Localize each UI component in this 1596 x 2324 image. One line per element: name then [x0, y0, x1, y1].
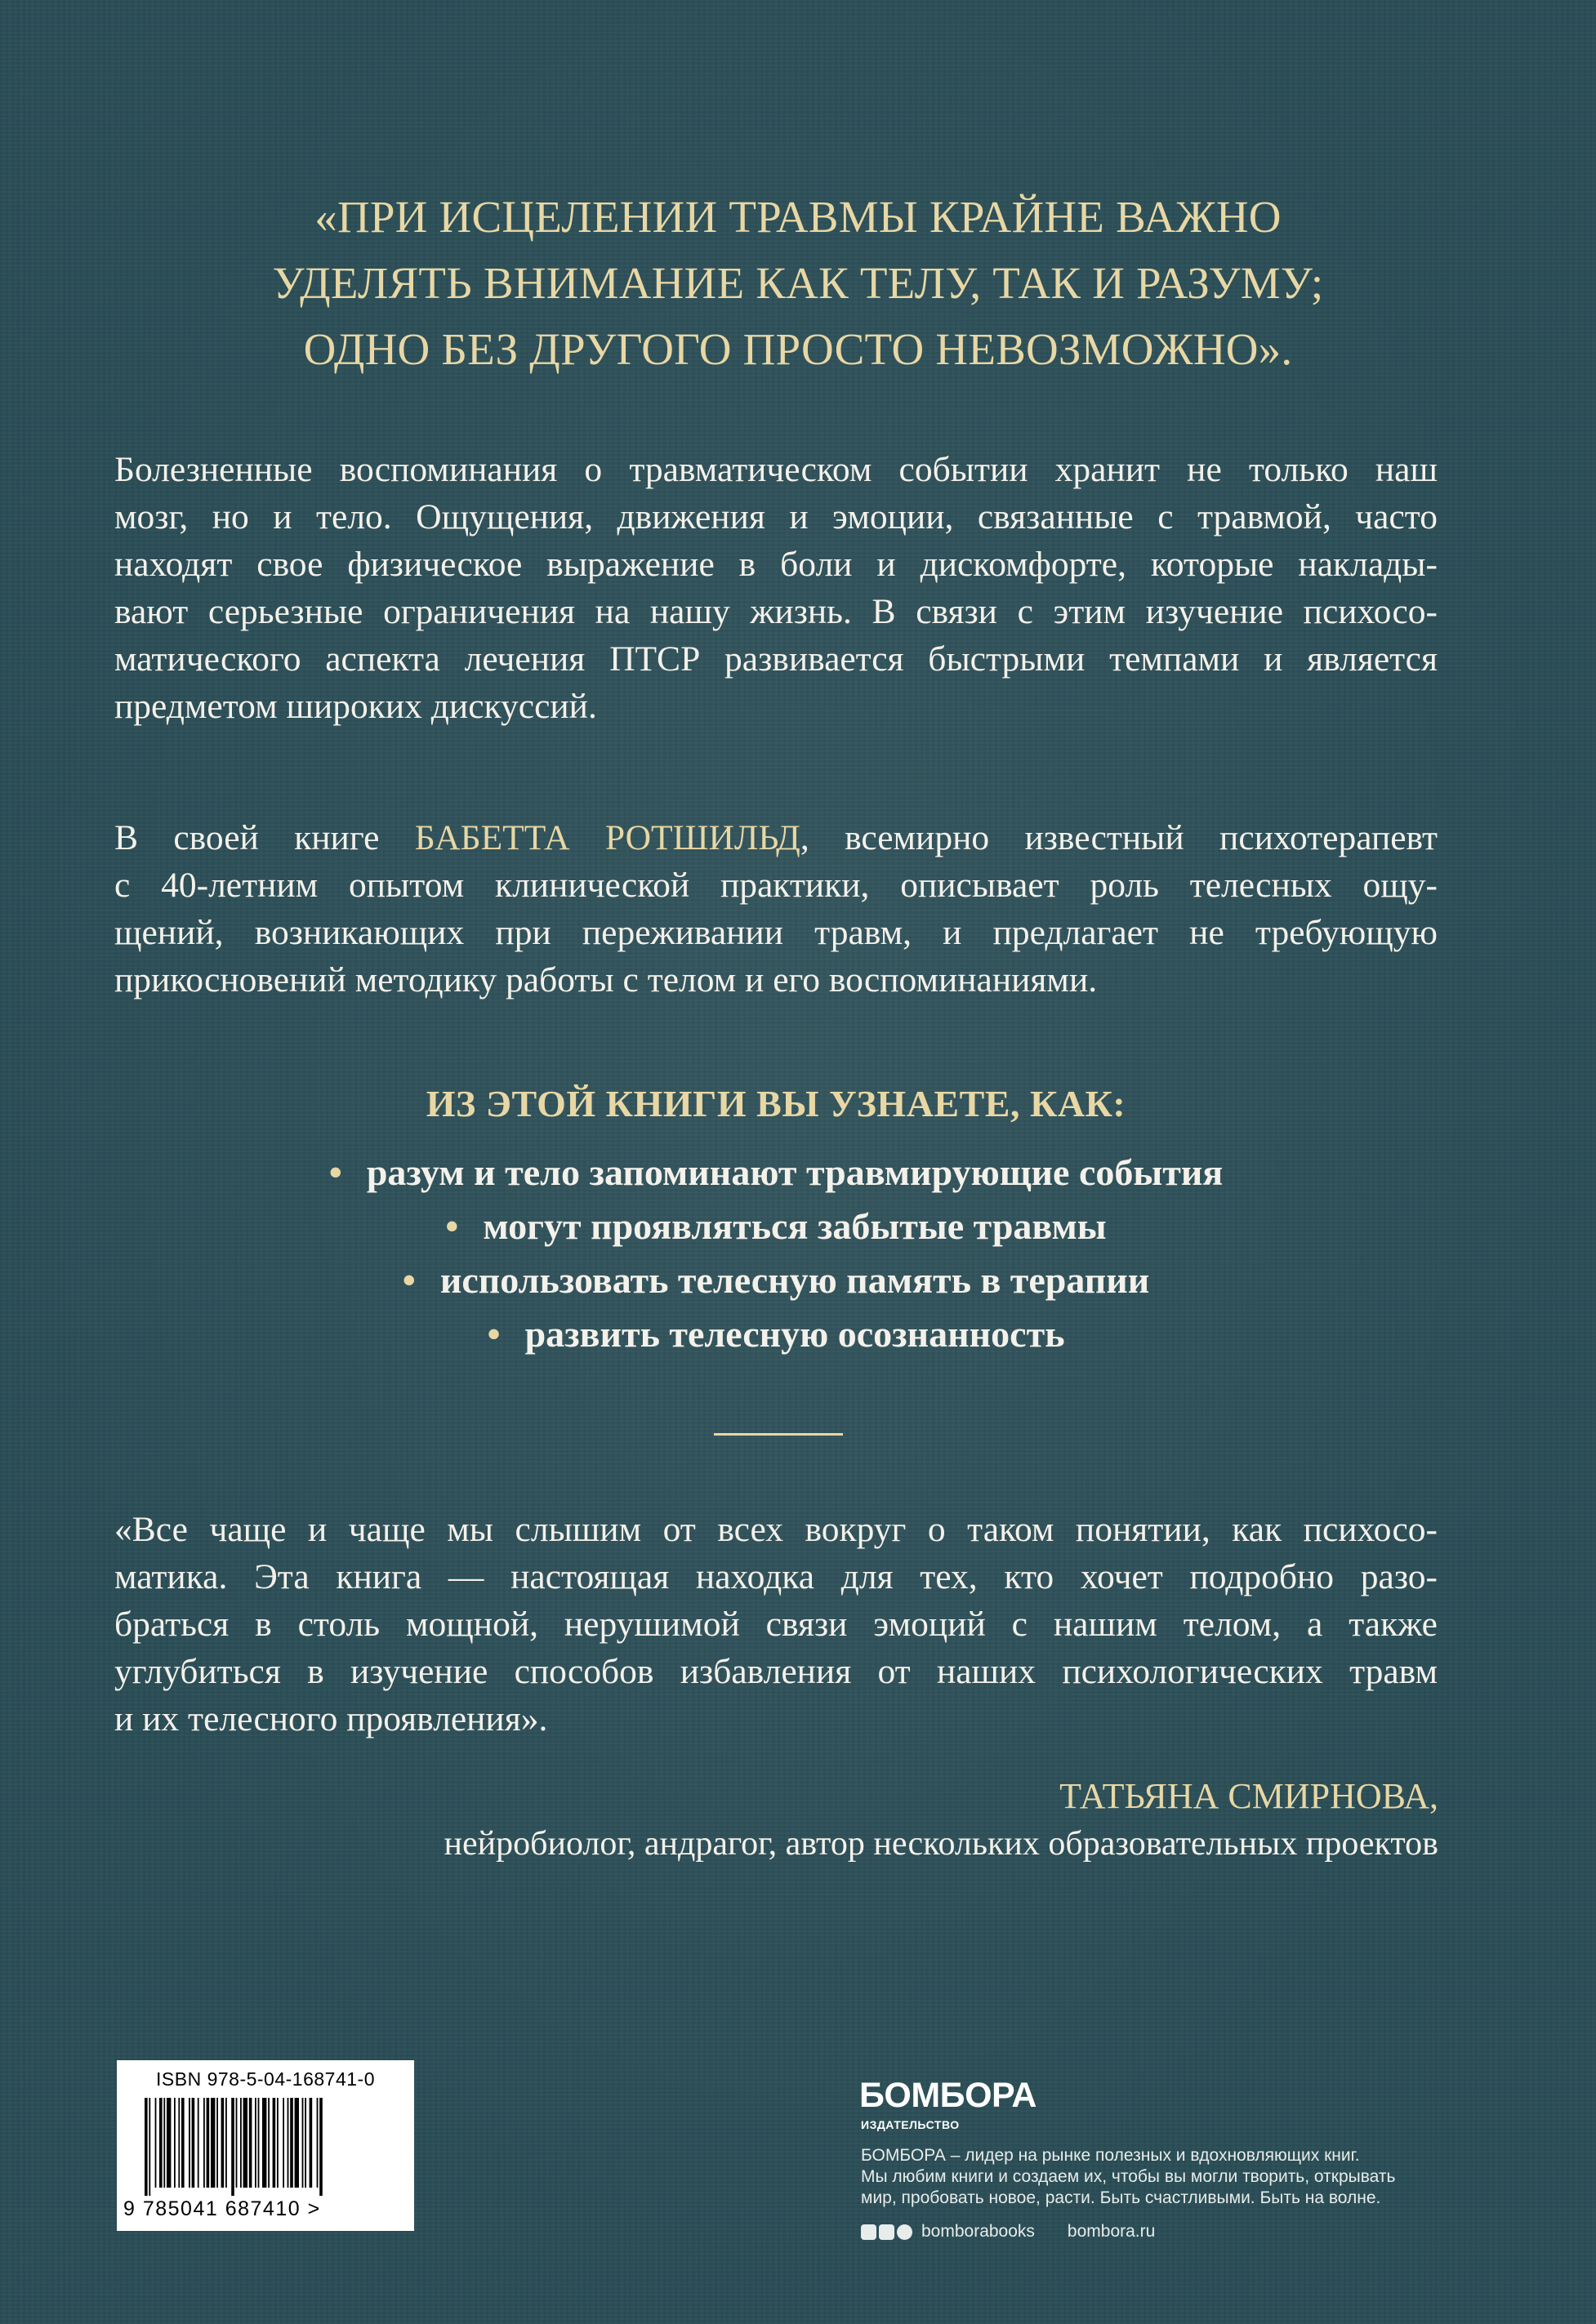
barcode-bar: [236, 2098, 238, 2188]
vk-icon[interactable]: [879, 2224, 894, 2240]
barcode-bar: [243, 2098, 247, 2188]
intro-line: вают серьезные ограничения на нашу жизнь. В связи с этим изучение психосо-: [114, 592, 1438, 631]
instagram-icon[interactable]: [897, 2224, 912, 2240]
about-text-after: , всемирно известный психотерапевт: [800, 818, 1438, 857]
intro-line: находят свое физическое выражение в боли и дискомфорте, которые наклады-: [114, 545, 1438, 584]
about-text-before: В своей книге: [114, 818, 380, 857]
barcode-bar: [240, 2098, 242, 2188]
review-quote: [114, 1506, 1438, 1743]
barcode-bar: [262, 2098, 266, 2188]
intro-paragraph: [114, 446, 1438, 730]
barcode-icon: [145, 2098, 390, 2196]
epigraph-line: «ПРИ ИСЦЕЛЕНИИ ТРАВМЫ КРАЙНЕ ВАЖНО: [314, 192, 1282, 242]
barcode-bar: [283, 2098, 284, 2188]
bullet-icon: •: [445, 1205, 459, 1247]
review-line: браться в столь мощной, нерушимой связи эмоций с нашим телом, а также: [114, 1605, 1438, 1644]
review-author-desc: нейробиолог, андрагог, автор нескольких образовательных проектов: [444, 1825, 1438, 1863]
barcode-bar: [149, 2098, 150, 2196]
barcode-bar: [273, 2098, 276, 2188]
divider: [714, 1433, 843, 1436]
intro-line: матического аспекта лечения ПТСР развивается быстрыми темпами и является: [114, 639, 1438, 679]
barcode-bar: [159, 2098, 163, 2188]
barcode-bar: [198, 2098, 199, 2188]
barcode-bar: [302, 2098, 304, 2188]
bullet-icon: •: [487, 1313, 501, 1355]
barcode-bar: [319, 2098, 323, 2196]
isbn-label: ISBN 978-5-04-168741-0: [156, 2068, 375, 2090]
barcode-bar: [221, 2098, 225, 2188]
barcode-bar: [155, 2098, 157, 2188]
barcode-bar: [192, 2098, 195, 2188]
barcode-bar: [288, 2098, 289, 2188]
list-item: [114, 1307, 1438, 1361]
list-item: [114, 1146, 1438, 1200]
about-paragraph: [114, 814, 1438, 1004]
about-line: с 40-летним опытом клинической практики, описывает роль телесных ощу-: [114, 866, 1438, 905]
author-name: БАБЕТТА РОТШИЛЬД: [414, 818, 800, 857]
bullet-icon: •: [402, 1259, 416, 1301]
barcode-bar: [167, 2098, 171, 2188]
facebook-icon[interactable]: [861, 2224, 876, 2240]
review-line: и их телесного проявления».: [114, 1699, 548, 1739]
list-item-text: использовать телесную память в терапии: [439, 1259, 1150, 1301]
epigraph-line: ОДНО БЕЗ ДРУГОГО ПРОСТО НЕВОЗМОЖНО».: [303, 324, 1293, 374]
barcode-bar: [277, 2098, 279, 2188]
learn-list: [114, 1146, 1438, 1361]
barcode-bar: [211, 2098, 215, 2188]
barcode-bar: [258, 2098, 260, 2188]
list-item: [114, 1200, 1438, 1253]
review-line: матика. Эта книга — настоящая находка для тех, кто хочет подробно разо-: [114, 1557, 1438, 1596]
barcode-bar: [295, 2098, 299, 2188]
barcode-bar: [216, 2098, 218, 2188]
barcode-bar: [174, 2098, 176, 2188]
barcode-bar: [207, 2098, 210, 2188]
barcode-bar: [268, 2098, 270, 2188]
epigraph-quote: [98, 184, 1498, 382]
social-links: [861, 2222, 1155, 2242]
intro-line: предметом широких дискуссий.: [114, 687, 597, 726]
intro-line: Болезненные воспоминания о травматическом событии хранит не только наш: [114, 450, 1438, 489]
barcode-bar: [203, 2098, 205, 2188]
barcode-digits: 9 785041 687410 >: [123, 2197, 321, 2220]
barcode-bar: [231, 2098, 234, 2196]
barcode-bar: [305, 2098, 306, 2188]
barcode-bar: [178, 2098, 180, 2188]
barcode-bar: [255, 2098, 256, 2188]
barcode-bar: [225, 2098, 227, 2188]
publisher-subtitle: ИЗДАТЕЛЬСТВО: [861, 2118, 960, 2131]
list-item-text: разум и тело запоминают травмирующие события: [366, 1151, 1224, 1193]
barcode-bar: [181, 2098, 185, 2188]
barcode-bar: [189, 2098, 190, 2188]
publisher-description: [861, 2145, 1395, 2209]
review-author: ТАТЬЯНА СМИРНОВА,: [1059, 1776, 1438, 1816]
intro-line: мозг, но и тело. Ощущения, движения и эмоции, связанные с травмой, часто: [114, 497, 1438, 536]
barcode-bar: [310, 2098, 313, 2188]
publisher-line: мир, пробовать новое, расти. Быть счастливыми. Быть на волне.: [861, 2188, 1381, 2207]
epigraph-line: УДЕЛЯТЬ ВНИМАНИЕ КАК ТЕЛУ, ТАК И РАЗУМУ;: [272, 258, 1324, 308]
publisher-line: БОМБОРА – лидер на рынке полезных и вдохновляющих книг.: [861, 2146, 1360, 2165]
review-line: углубиться в изучение способов избавления от наших психологических травм: [114, 1652, 1438, 1691]
social-handle[interactable]: bomborabooks: [921, 2222, 1035, 2241]
about-line: щений, возникающих при переживании травм, и предлагает не требующую: [114, 913, 1438, 952]
website-link[interactable]: bombora.ru: [1067, 2222, 1156, 2241]
list-item-text: развить телесную осознанность: [524, 1313, 1065, 1355]
about-line: прикосновений методику работы с телом и его воспоминаниями.: [114, 960, 1098, 999]
barcode-bar: [163, 2098, 165, 2188]
review-line: «Все чаще и чаще мы слышим от всех вокруг о таком понятии, как психосо-: [114, 1510, 1438, 1549]
barcode-bar: [249, 2098, 252, 2188]
barcode-bar: [145, 2098, 148, 2196]
learn-heading: ИЗ ЭТОЙ КНИГИ ВЫ УЗНАЕТЕ, КАК:: [426, 1083, 1126, 1124]
list-item: [114, 1253, 1438, 1307]
list-item-text: могут проявляться забытые травмы: [483, 1205, 1107, 1247]
barcode-bar: [290, 2098, 293, 2188]
publisher-logo: БОМБОРА: [859, 2076, 1037, 2115]
barcode-bar: [317, 2098, 319, 2188]
bullet-icon: •: [328, 1151, 342, 1193]
publisher-line: Мы любим книги и создаем их, чтобы вы могли творить, открывать: [861, 2167, 1396, 2186]
barcode-panel: [117, 2060, 414, 2231]
about-line: [114, 814, 1438, 861]
